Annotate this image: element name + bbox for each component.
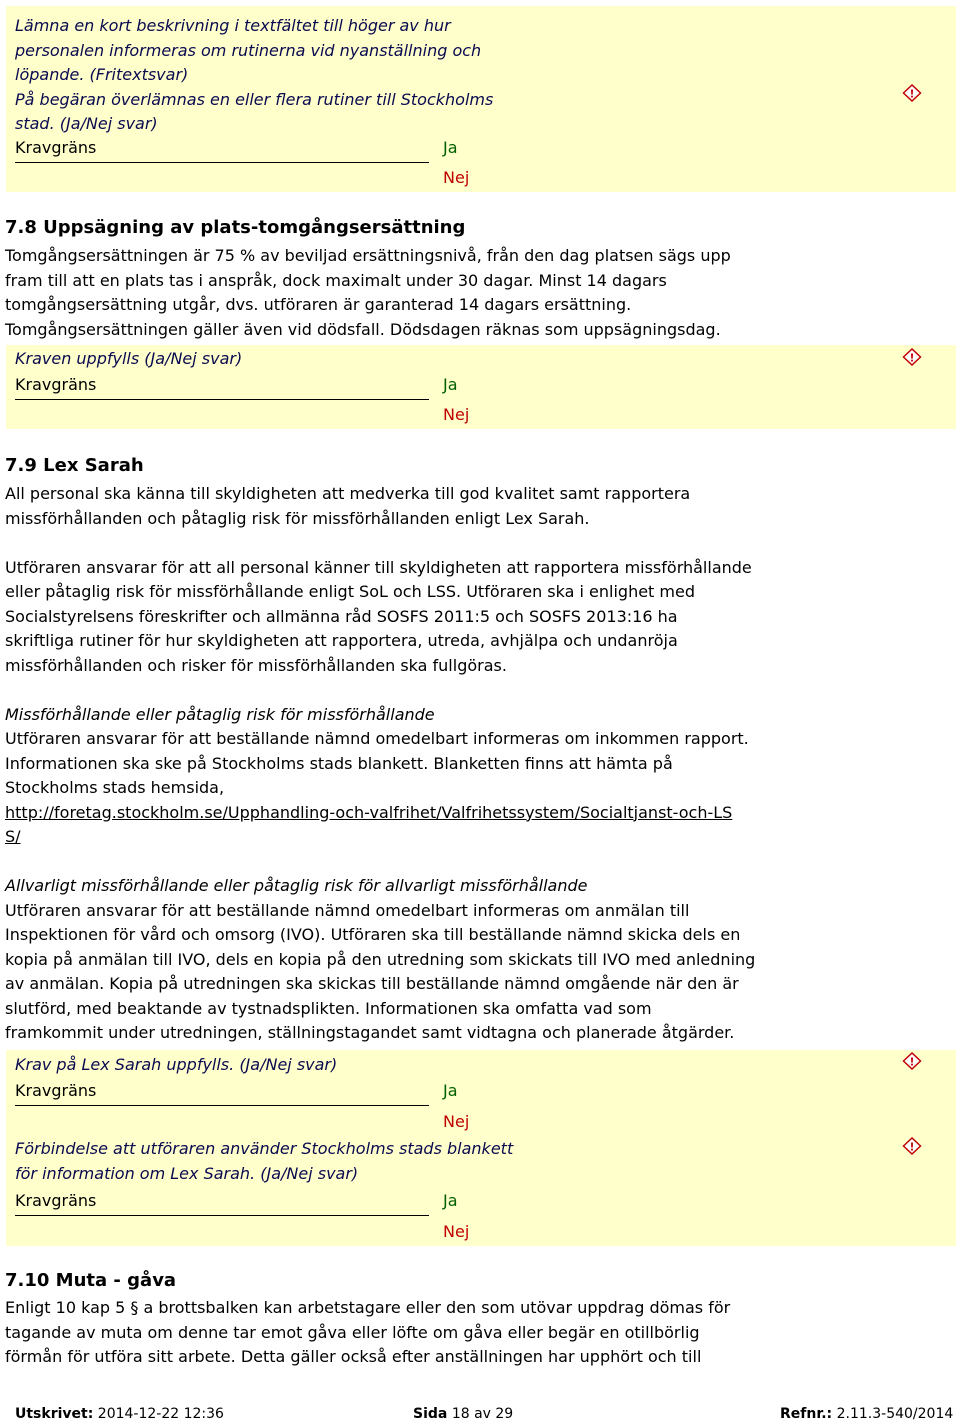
kravgrans-label: Kravgräns — [15, 138, 97, 157]
footer-printed — [15, 1406, 224, 1422]
requirement-box-7-9 — [6, 1050, 956, 1246]
kravgrans-label: Kravgräns — [15, 1081, 97, 1100]
requirement-box-top — [6, 6, 956, 192]
warning-icon — [902, 1052, 922, 1070]
line: förmån för utföra sitt arbete. Detta gäller också efter anställningen har upphört och till — [5, 1347, 702, 1366]
question-text: Kraven uppfylls (Ja/Nej svar) — [15, 349, 243, 368]
paragraph — [5, 703, 755, 850]
line: Socialstyrelsens föreskrifter och allmänna råd SOSFS 2011:5 och SOSFS 2013:16 ha — [5, 606, 678, 626]
section-heading: 7.10 Muta - gåva — [5, 1270, 177, 1291]
subheading: Allvarligt missförhållande eller påtaglig risk för allvarligt missförhållande — [5, 876, 588, 895]
warning-icon — [902, 348, 922, 366]
line: stad. (Ja/Nej svar) — [15, 114, 158, 133]
line: På begäran överlämnas en eller flera rutiner till Stockholms — [15, 89, 494, 109]
section-body — [5, 1296, 730, 1370]
kravgrans-underline — [15, 399, 429, 400]
page-label: Sida — [413, 1406, 448, 1422]
blankett-link-continued[interactable]: S/ — [5, 827, 21, 846]
line: missförhållanden och påtaglig risk för missförhållanden enligt Lex Sarah. — [5, 508, 590, 528]
line: kopia på anmälan till IVO, dels en kopia på den utredning som skickats till IVO med anledning — [5, 949, 756, 969]
kravgrans-underline — [15, 162, 429, 163]
kravgrans-label: Kravgräns — [15, 1191, 97, 1210]
printed-label: Utskrivet: — [15, 1406, 94, 1422]
warning-icon — [902, 84, 922, 102]
ja-option[interactable]: Ja — [443, 138, 458, 157]
kravgrans-underline — [15, 1215, 429, 1216]
line: fram till att en plats tas i anspråk, dock maximalt under 30 dagar. Minst 14 dagars — [5, 270, 667, 290]
line: skriftliga rutiner för hur skyldigheten att rapportera, utreda, avhjälpa och undanröja — [5, 631, 678, 650]
line: Tomgångsersättningen är 75 % av beviljad ersättningsnivå, från den dag platsen sägs upp — [5, 246, 731, 265]
line: tomgångsersättning utgår, dvs. utföraren är garanterad 14 dagars ersättning. — [5, 295, 632, 314]
line: eller påtaglig risk för missförhållande enligt SoL och LSS. Utföraren ska i enlighet med — [5, 582, 695, 601]
question-text — [15, 1137, 513, 1186]
blankett-link[interactable]: http://foretag.stockholm.se/Upphandling-och-valfrihet/Valfrihetssystem/Socialtjanst-och-LS — [5, 802, 733, 822]
requirement-box-7-8 — [6, 345, 956, 429]
footer-ref — [780, 1406, 953, 1422]
page-value: 18 av 29 — [451, 1406, 514, 1422]
nej-option[interactable]: Nej — [443, 405, 470, 424]
ja-option[interactable]: Ja — [443, 375, 458, 394]
paragraph — [5, 482, 755, 531]
section-7-9 — [5, 454, 755, 1046]
paragraph — [5, 874, 755, 1046]
section-body — [5, 244, 731, 342]
line: Utföraren ansvarar för att beställande nämnd omedelbart informeras om inkommen rapport. — [5, 729, 749, 748]
nej-option[interactable]: Nej — [443, 1112, 470, 1131]
nej-option[interactable]: Nej — [443, 168, 470, 187]
ref-label: Refnr.: — [780, 1406, 833, 1422]
line: Utföraren ansvarar för att beställande nämnd omedelbart informeras om anmälan till — [5, 900, 690, 920]
subheading: Missförhållande eller påtaglig risk för missförhållande — [5, 704, 435, 724]
nej-option[interactable]: Nej — [443, 1222, 470, 1241]
section-7-8 — [5, 216, 731, 342]
warning-icon — [902, 1137, 922, 1155]
line: Inspektionen för vård och omsorg (IVO). Utföraren ska till beställande nämnd skicka dels en — [5, 925, 741, 944]
kravgrans-label: Kravgräns — [15, 375, 97, 394]
line: personalen informeras om rutinerna vid nyanställning och — [15, 40, 482, 60]
question-text — [15, 14, 493, 137]
ja-option[interactable]: Ja — [443, 1081, 458, 1100]
line: Stockholms stads hemsida, — [5, 778, 225, 797]
section-heading: 7.9 Lex Sarah — [5, 455, 144, 476]
line: Enligt 10 kap 5 § a brottsbalken kan arbetstagare eller den som utövar uppdrag dömas för — [5, 1298, 731, 1317]
footer-page — [413, 1406, 513, 1422]
line: av anmälan. Kopia på utredningen ska skickas till beställande nämnd omgående när den är — [5, 974, 739, 993]
line: missförhållanden och risker för missförhållanden ska fullgöras. — [5, 655, 507, 675]
printed-value: 2014-12-22 12:36 — [97, 1406, 224, 1422]
line: för information om Lex Sarah. (Ja/Nej svar) — [15, 1163, 359, 1183]
section-7-10 — [5, 1269, 730, 1370]
line: slutförd, med beaktande av tystnadsplikten. Informationen ska omfatta vad som — [5, 998, 652, 1018]
kravgrans-underline — [15, 1105, 429, 1106]
line: framkommit under utredningen, ställningstagandet samt vidtagna och planerade åtgärder. — [5, 1023, 735, 1042]
line: All personal ska känna till skyldigheten att medverka till god kvalitet samt rapportera — [5, 484, 691, 503]
ja-option[interactable]: Ja — [443, 1191, 458, 1210]
line: löpande. (Fritextsvar) — [15, 65, 189, 84]
section-heading: 7.8 Uppsägning av plats-tomgångsersättning — [5, 217, 466, 238]
question-text: Krav på Lex Sarah uppfylls. (Ja/Nej svar) — [15, 1055, 338, 1074]
line: Förbindelse att utföraren använder Stockholms stads blankett — [15, 1139, 514, 1158]
paragraph — [5, 556, 755, 679]
line: Informationen ska ske på Stockholms stads blankett. Blanketten finns att hämta på — [5, 753, 673, 773]
ref-value: 2.11.3-540/2014 — [836, 1406, 954, 1422]
line: Lämna en kort beskrivning i textfältet till höger av hur — [15, 16, 451, 35]
line: Tomgångsersättningen gäller även vid dödsfall. Dödsdagen räknas som uppsägningsdag. — [5, 319, 721, 339]
line: tagande av muta om denne tar emot gåva eller löfte om gåva eller begär en otillbörlig — [5, 1322, 700, 1342]
line: Utföraren ansvarar för att all personal känner till skyldigheten att rapportera missförhållande — [5, 557, 752, 577]
